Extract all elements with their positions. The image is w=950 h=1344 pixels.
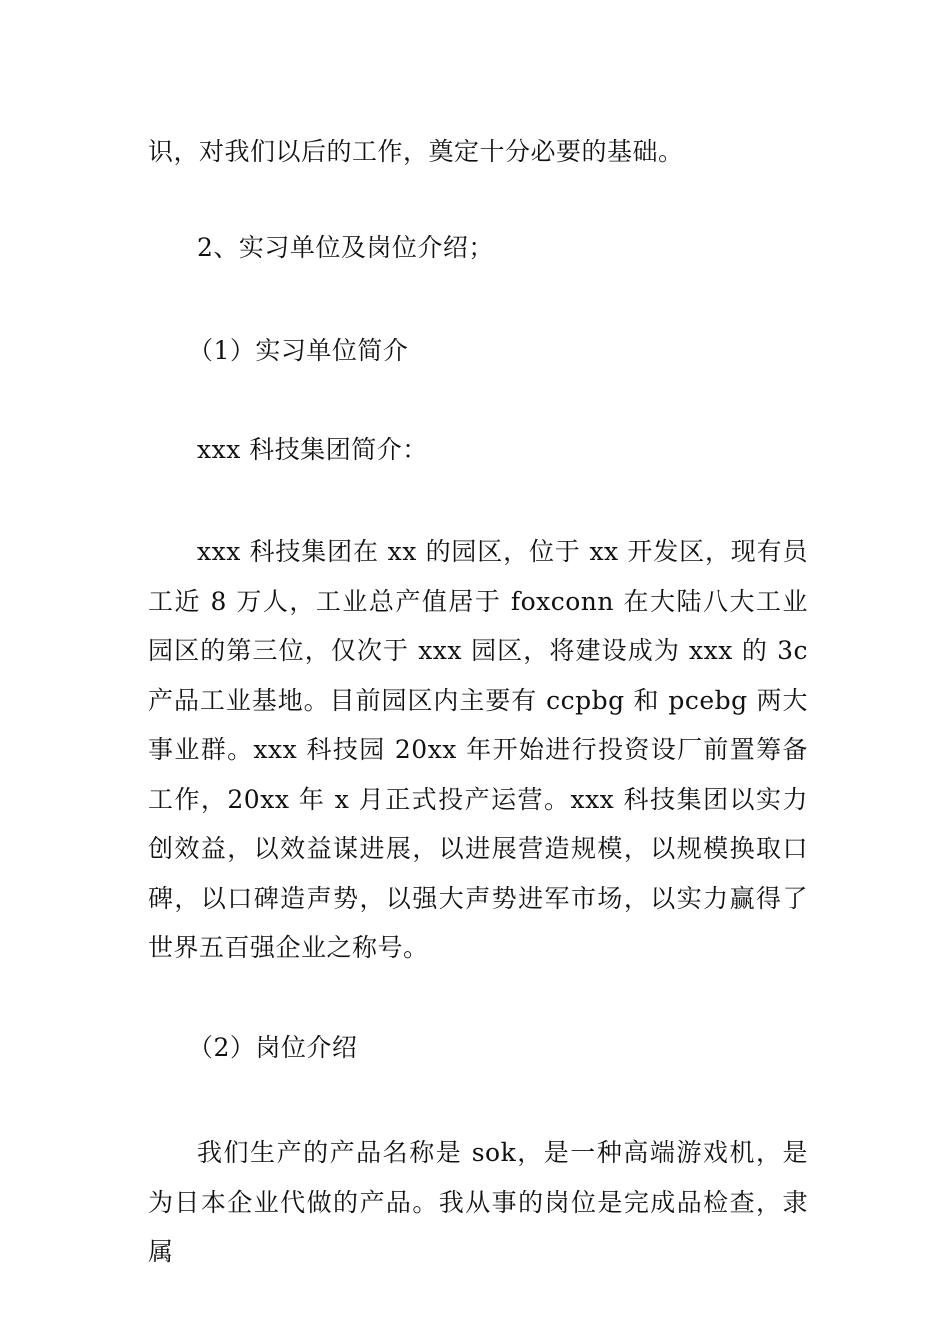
job-paragraph-block — [148, 1128, 808, 1277]
subsection-heading: （2）岗位介绍 — [188, 1033, 358, 1062]
company-intro-paragraph: xxx 科技集团在 xx 的园区，位于 xx 开发区，现有员工近 8 万人，工业总产值居于 foxconn 在大陆八大工业园区的第三位，仅次于 xxx 园区，将建设成为 xxx 的 3c 产品工业基地。目前园区内主要有 ccpbg 和 pcebg 两大事业群。xxx 科技园 20xx 年开始进行投资设厂前置筹备工作，20xx 年 x 月正式投产运营。xxx 科技集团以实力创效益，以效益谋进展，以进展营造规模，以规模换取口碑，以口碑造声势，以强大声势进军市场，以实力赢得了世界五百强企业之称号。 — [148, 537, 808, 962]
job-paragraph: 我们生产的产品名称是 sok，是一种高端游戏机，是为日本企业代做的产品。我从事的岗位是完成品检查，隶属 — [148, 1138, 808, 1266]
section-heading: 2、实习单位及岗位介绍； — [197, 233, 494, 262]
text-line-continuation: 识，对我们以后的工作，奠定十分必要的基础。 — [148, 137, 684, 166]
subsection-heading: （1）实习单位简介 — [188, 336, 409, 365]
company-intro-paragraph-block — [148, 527, 808, 973]
company-intro-heading: xxx 科技集团简介： — [197, 435, 428, 464]
